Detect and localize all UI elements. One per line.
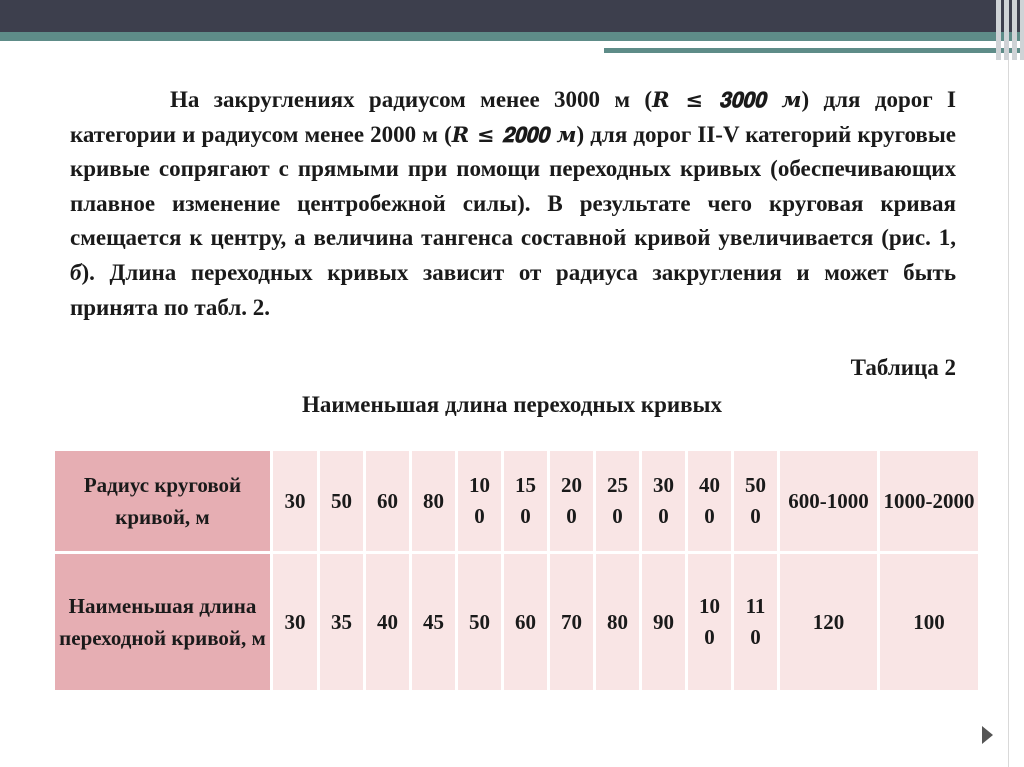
row-header-length: Наименьшая длина переходной кривой, м	[54, 553, 272, 692]
paragraph-text: ) для дорог II-V категорий круговые кривые сопрягают с прямыми при помощи переходных кривых (обеспечивающих плавное изменение центробежной силы). В результате чего круговая кривая смещается к центру, а величина тангенса составной кривой увеличивается (рис. 1,	[70, 121, 956, 251]
table-cell: 60	[365, 450, 411, 553]
cell-value: 100	[469, 473, 490, 528]
table-cell: 40	[365, 553, 411, 692]
paragraph-text: На закруглениях радиусом менее 3000 м (	[170, 87, 653, 112]
table-cell: 60	[503, 553, 549, 692]
paragraph-text: ) для дорог I категории и радиусом менее 2000 м (	[70, 87, 956, 147]
body-paragraph	[70, 83, 956, 325]
table-cell: 120	[779, 553, 879, 692]
table-cell	[457, 450, 503, 553]
table-cell	[549, 450, 595, 553]
header-band	[0, 0, 1024, 32]
cell-value: 100	[699, 594, 720, 649]
table-cell	[687, 553, 733, 692]
cell-value: 150	[515, 473, 536, 528]
header-stripe	[996, 0, 1001, 60]
header-accent-band	[0, 32, 1024, 41]
table-cell	[595, 450, 641, 553]
next-slide-arrow-icon[interactable]	[982, 726, 993, 744]
table-cell: 1000-2000	[879, 450, 980, 553]
table-cell: 30	[272, 450, 319, 553]
cell-value: 110	[745, 594, 766, 649]
table-cell: 100	[879, 553, 980, 692]
table-row	[54, 450, 980, 553]
table-cell	[733, 450, 779, 553]
table-cell	[733, 553, 779, 692]
table-number: Таблица 2	[850, 355, 956, 380]
table-cell	[503, 450, 549, 553]
cell-value: 400	[699, 473, 720, 528]
table-row	[54, 553, 980, 692]
paragraph-text: ). Длина переходных кривых зависит от радиуса закругления и может быть принята по табл. 2.	[70, 259, 956, 320]
header-stripe	[1004, 0, 1009, 60]
table-cell: 45	[411, 553, 457, 692]
cell-value: 300	[653, 473, 674, 528]
transition-curve-table	[52, 448, 981, 693]
formula-r-3000: 𝑹 ≤ 𝟑𝟎𝟎𝟎 м	[652, 87, 802, 112]
formula-r-2000: 𝑹 ≤ 𝟐𝟎𝟎𝟎 м	[451, 121, 577, 147]
table-cell: 80	[595, 553, 641, 692]
table-title: Наименьшая длина переходных кривых	[301, 392, 723, 417]
table-cell: 80	[411, 450, 457, 553]
cell-value: 200	[561, 473, 582, 528]
table-cell: 90	[641, 553, 687, 692]
table-cell: 70	[549, 553, 595, 692]
table-cell	[687, 450, 733, 553]
table-cell: 35	[319, 553, 365, 692]
table-cell	[641, 450, 687, 553]
cell-value: 500	[745, 473, 766, 528]
table-cell: 50	[319, 450, 365, 553]
cell-value: 250	[607, 473, 628, 528]
table-cell: 600-1000	[779, 450, 879, 553]
table-cell: 30	[272, 553, 319, 692]
figure-ref-letter: б	[70, 259, 82, 285]
table-cell: 50	[457, 553, 503, 692]
header-stripe	[1012, 0, 1017, 60]
header-stripe	[1020, 0, 1024, 60]
row-header-radius: Радиус круговой кривой, м	[54, 450, 272, 553]
header-accent-line	[604, 48, 1024, 53]
